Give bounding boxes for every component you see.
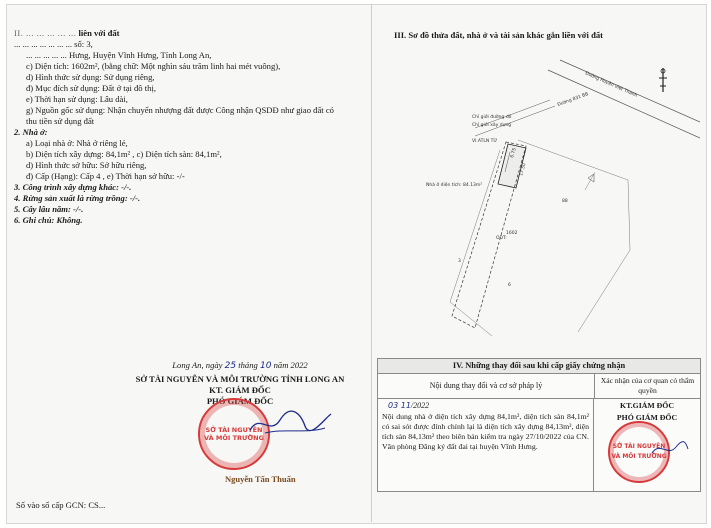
road-edge-1 [548, 70, 700, 138]
changes-table-row [378, 399, 700, 491]
left-line: thu tiền sử dụng đất [26, 116, 95, 126]
left-line: đ) Cấp (Hạng): Cấp 4 , e) Thời hạn sở hữu: -/- [26, 171, 185, 181]
issue-month: 10 [259, 361, 272, 371]
left-line: 5. Cây lâu năm: -/-. [14, 204, 84, 214]
authority-signature [650, 439, 690, 459]
left-line: ... ... ... ... ... ... ... số: 3, [14, 39, 93, 49]
red-seal-stamp: SỞ TÀI NGUYÊN VÀ MÔI TRƯỜNG [198, 398, 270, 470]
left-lines [14, 39, 359, 226]
map-section-title: III. Sơ đồ thửa đất, nhà ở và tài sản khác gắn liền với đất [394, 30, 604, 40]
left-line: b) Diện tích xây dựng: 84,1m² , c) Diện tích sàn: 84,1m², [26, 149, 222, 159]
dim-label-1: 6.75 [510, 147, 518, 159]
left-line: 3. Công trình xây dựng khác: -/-. [14, 182, 132, 192]
changes-table [377, 358, 701, 492]
authority-kt: KT.GIÁM ĐỐC [620, 401, 674, 410]
parcel-label: ODT: [496, 236, 507, 241]
change-date: 03 11/2022 [388, 401, 430, 410]
left-page [14, 28, 359, 226]
limit1-label: Chỉ giới đường đỏ [472, 115, 512, 120]
registration-number: Số vào sổ cấp GCN: CS... [16, 500, 106, 510]
authority-position: PHÓ GIÁM ĐỐC [616, 413, 678, 422]
left-line: e) Thời hạn sử dụng: Lâu dài, [26, 94, 128, 104]
house-area-label: Nhà ở diện tích: 84.13m² [426, 183, 483, 188]
change-content-text: Nội dung nhà ở diện tích xây dựng 84,1m², diện tích sàn 84,1m² có sai sót được đính chính lại là diện tích xây dựng 84,13m², diện tích sàn 84,13m² theo biên bản kiểm tra ngày 27/10/2022 của CN. Văn phòng Đăng ký đất đai tại huyện Vĩnh Hưng. [382, 412, 589, 451]
left-header [14, 28, 359, 39]
left-line: 6. Ghi chú: Không. [14, 215, 83, 225]
safety-label: VI.ATLN TỪ [472, 139, 498, 144]
left-line: c) Diện tích: 1602m², (bằng chữ: Một nghìn sáu trăm linh hai mét vuông), [26, 61, 281, 71]
page-fold [371, 4, 372, 522]
neighbour-line-1 [518, 140, 630, 332]
limit2-label: Chỉ giới xây dựng [472, 123, 512, 128]
neighbour-3-label: 3 [458, 259, 461, 264]
position-title: PHÓ GIÁM ĐỐC [206, 396, 274, 406]
column-authority: Xác nhận của cơ quan có thẩm quyền [600, 376, 695, 395]
parcel-map [380, 40, 700, 340]
changes-table-columns [378, 374, 700, 399]
left-line: a) Loại nhà ở: Nhà ở riêng lẻ, [26, 138, 128, 148]
left-line: d) Hình thức sở hữu: Sở hữu riêng, [26, 160, 147, 170]
left-line: đ) Mục đích sử dụng: Đất ở tại đô thị, [26, 83, 156, 93]
kt-title: KT. GIÁM ĐỐC [209, 385, 271, 395]
north-arrow-icon [658, 66, 668, 94]
header-text: liên với đất [78, 28, 120, 38]
parcel-no-label: 1602 [506, 231, 518, 236]
handwritten-signature [245, 408, 335, 438]
column-content: Nội dung thay đổi và cơ sở pháp lý [378, 374, 595, 398]
header-blur: II. ... ... ... ... ... [14, 28, 77, 38]
left-line: d) Hình thức sử dụng: Sử dụng riêng, [26, 72, 155, 82]
changes-table-heading: IV. Những thay đổi sau khi cấp giấy chứng nhận [378, 359, 700, 374]
neighbour-6-label: 6 [508, 283, 511, 288]
road1-label: Đường Huyện Việt Thanh [584, 71, 638, 99]
neighbour-88-label: 88 [562, 199, 568, 204]
issuing-org: SỞ TÀI NGUYÊN VÀ MÔI TRƯỜNG TỈNH LONG AN [135, 374, 345, 384]
issue-date: Long An, ngày 25 tháng 10 năm 2022 [172, 360, 308, 371]
dim-label-2: 17.50 [519, 162, 528, 177]
left-line: ... ... ... ... ... Hưng, Huyện Vĩnh Hưng, Tỉnh Long An, [26, 50, 212, 60]
left-line: g) Nguồn gốc sử dụng: Nhận chuyển nhượng đất được Công nhận QSDĐ như giao đất có [26, 105, 334, 115]
signer-name: Nguyễn Tấn Thuấn [225, 474, 296, 484]
authority-seal-stamp: SỞ TÀI NGUYÊN VÀ MÔI TRƯỜNG [608, 421, 670, 483]
road2-label: Đường 831 BB [556, 92, 590, 108]
build-line [475, 106, 555, 136]
change-content-cell [378, 399, 594, 491]
left-line: 4. Rừng sản xuất là rừng trồng: -/-. [14, 193, 141, 203]
neighbour-line-3 [585, 172, 595, 190]
issue-day: 25 [224, 361, 237, 371]
authority-cell [594, 399, 700, 491]
left-line: 2. Nhà ở: [14, 127, 48, 137]
